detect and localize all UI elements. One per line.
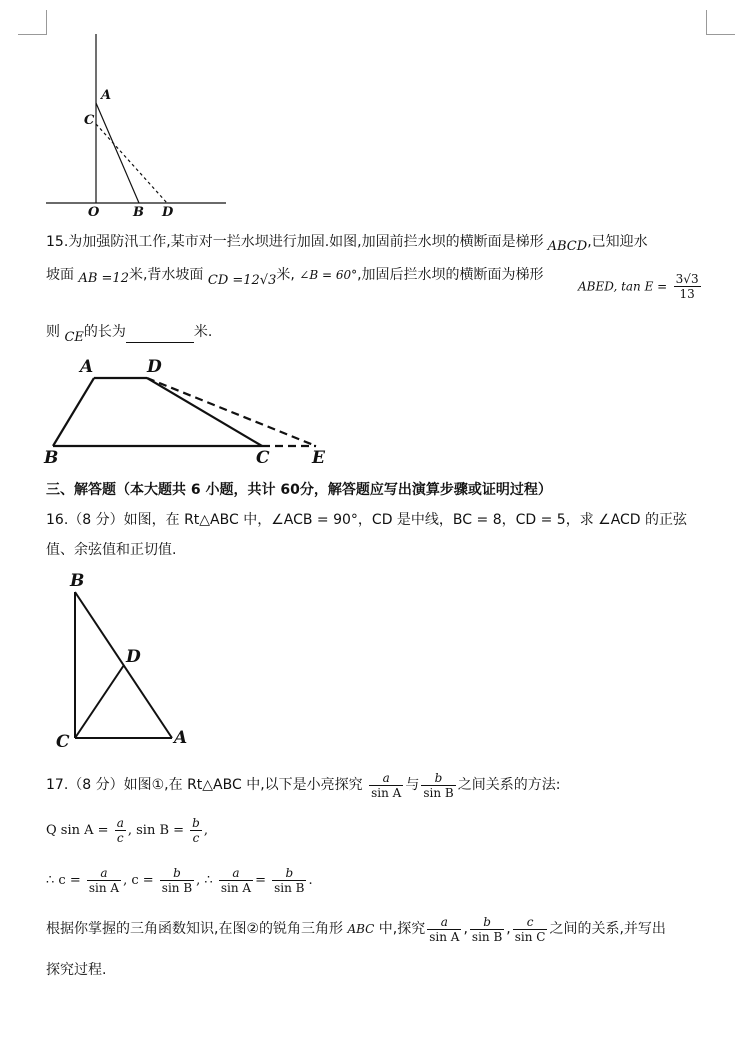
q17-task: 根据你掌握的三角函数知识,在图②的锐角三角形 ABC 中,探究 $\frac{a}{\text{sin A}}$ , $\frac{b}{\text{sin B}}$ , $\frac{c}{\text{sin C}}$ 之间的关系,并写出	[46, 914, 666, 944]
fig15-label-b: B	[44, 448, 59, 468]
q15-line3-mid: 的长为	[83, 324, 126, 340]
q17-step1-q: Q sin A =	[46, 823, 109, 838]
q17-step2-f2n: b	[173, 866, 181, 880]
q17-task-frac3	[513, 915, 548, 944]
q17-step1	[46, 816, 208, 846]
q17-step1-f1d: c	[115, 830, 126, 845]
q17-yu: 与	[405, 777, 420, 793]
section-3-title: 三、解答题（本大题共 6 小题，共计 60分，解答题应写出演算步骤或证明过程）	[46, 482, 552, 498]
fig16-label-c: C	[56, 732, 70, 752]
fig14-label-c: C	[84, 113, 95, 128]
q17-task-frac1	[427, 915, 461, 944]
q17-frac2-num: b	[434, 770, 443, 785]
q15-line3-prefix: 则	[46, 324, 60, 340]
q15-tan-den: 13	[674, 286, 701, 301]
fig14-label-d: D	[162, 205, 174, 220]
q17-step2-f1n: a	[100, 866, 108, 880]
q17-task-frac2	[470, 915, 504, 944]
q15-angle: ∠B = 60°	[299, 268, 358, 282]
q15-ce: CE	[64, 330, 84, 345]
q17-task-f2d: sin B	[471, 929, 503, 944]
q17-step2-a: ∴ c =	[46, 873, 81, 888]
q17-step2-end: .	[308, 873, 313, 888]
q17-step1-f2n: b	[192, 816, 200, 830]
q17-step2-f1d: sin A	[88, 881, 120, 895]
q17-step1-frac2	[190, 816, 202, 845]
q17-task-f3n: c	[526, 914, 534, 929]
q17-frac1-num: a	[382, 770, 390, 785]
q17-step2-frac1	[87, 866, 121, 895]
q17-task-line2: 探究过程.	[46, 962, 107, 978]
q17-frac-a-sinA	[369, 771, 403, 800]
q15-tan-num: 3√3	[675, 272, 699, 286]
q17-step2-f3d: sin A	[220, 881, 252, 895]
fig14-label-b: B	[133, 205, 144, 220]
q17-frac-b-sinB	[421, 771, 455, 800]
q17-task-f1n: a	[440, 914, 448, 929]
q17-step1-mid: , sin B =	[127, 823, 185, 838]
q15-line3-suffix: 米.	[193, 324, 213, 340]
fig15-label-c: C	[256, 448, 270, 468]
q17-step2	[46, 866, 313, 896]
q17-task-f1d: sin A	[429, 929, 460, 944]
q15-cd: CD =12√3	[207, 273, 277, 288]
q15-line1-suffix: ,已知迎水	[587, 234, 648, 250]
q17-intro-prefix: 17.（8 分）如图①,在 Rt△ABC 中,以下是小亮探究	[46, 777, 363, 793]
q17-step1-frac1	[115, 816, 126, 845]
q15-abcd: ABCD	[547, 239, 588, 254]
q17-step2-f4d: sin B	[274, 881, 305, 895]
fig14-label-o: O	[88, 205, 100, 220]
q17-task-f3d: sin C	[514, 929, 546, 944]
q17-frac1-den: sin A	[371, 785, 402, 800]
fig15-label-a: A	[80, 357, 94, 377]
fig15-label-e: E	[312, 448, 325, 468]
q15-line2-c: 米,	[276, 267, 295, 283]
q17-step1-f2d: c	[190, 830, 202, 845]
q17-step2-f4n: b	[285, 866, 294, 880]
q17-task-prefix: 根据你掌握的三角函数知识,在图②的锐角三角形	[46, 921, 343, 937]
q15-line2-d: ,加固后拦水坝的横断面为梯形	[357, 267, 544, 283]
q17-step1-end: ,	[203, 823, 208, 838]
q15-line2-a: 坡面	[46, 267, 74, 283]
q17-step2-f2d: sin B	[161, 881, 193, 895]
fig16-label-b: B	[70, 571, 85, 591]
q17-step1-f1n: a	[116, 816, 124, 830]
q17-step2-eq: =	[255, 873, 266, 888]
q17-intro-suffix: 之间关系的方法:	[457, 777, 561, 793]
q17-intro	[46, 770, 560, 800]
q16-line1: 16.（8 分）如图，在 Rt△ABC 中，∠ACB = 90°，CD 是中线，BC = 8，CD = 5，求 ∠ACD 的正弦	[46, 512, 688, 528]
fig15-label-d: D	[147, 357, 162, 377]
q15-ab: AB =12	[78, 271, 129, 286]
q17-step2-f3n: a	[232, 866, 240, 880]
q17-task-suffix: 之间的关系,并写出	[549, 921, 666, 937]
q15-abed: ABED, tan E =	[578, 279, 668, 294]
fig14-label-a: A	[101, 88, 112, 103]
q17-step2-frac2	[160, 866, 194, 895]
q17-step2-frac4	[272, 866, 306, 895]
q17-frac2-den: sin B	[423, 785, 454, 800]
q17-task-mid: 中,探究	[378, 921, 426, 937]
q17-task-abc: ABC	[347, 922, 375, 936]
q16-line2: 值、余弦值和正切值.	[46, 542, 177, 558]
q17-step2-b: , c =	[123, 873, 154, 888]
fig16-label-d: D	[126, 647, 141, 667]
q17-task-f2n: b	[483, 914, 491, 929]
q15-line2-b: 米,背水坡面	[128, 267, 204, 283]
fig16-label-a: A	[174, 728, 188, 748]
q17-step2-c: , ∴	[196, 873, 213, 888]
q17-step2-frac3	[219, 866, 253, 895]
q15-line1-prefix: 15.为加强防汛工作,某市对一拦水坝进行加固.如图,加固前拦水坝的横断面是梯形	[46, 234, 544, 250]
